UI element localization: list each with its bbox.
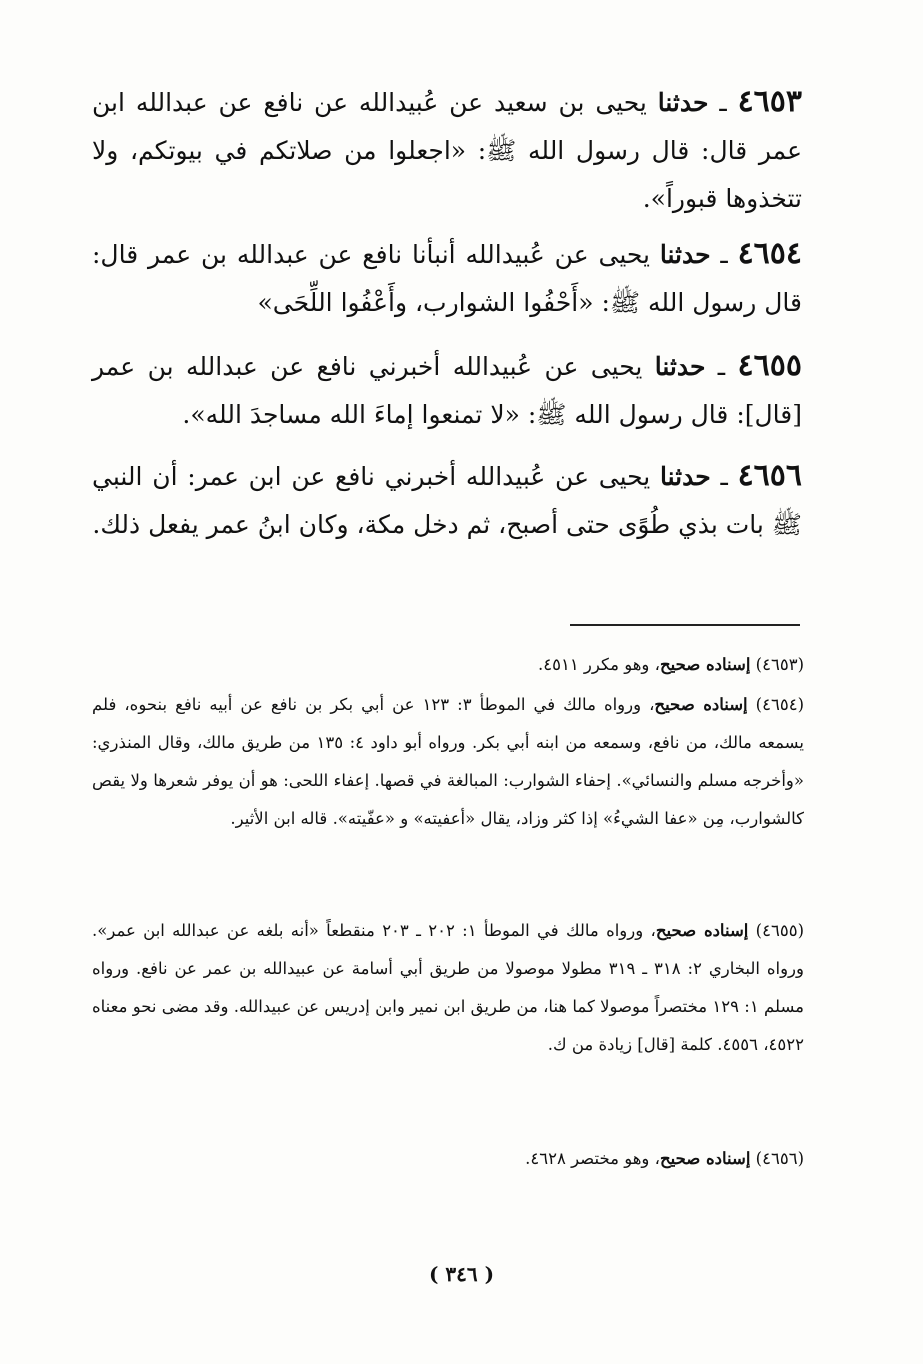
- hadith-number: ٤٦٥٥: [737, 348, 802, 383]
- footnote-text: ، وهو مختصر ٤٦٢٨.: [525, 1149, 660, 1168]
- hadith-text: يحيى عن عُبيدالله أنبأنا نافع عن عبدالله بن عمر قال: قال رسول الله ﷺ: «أَحْفُوا الشوارب، وأَعْفُوا اللِّحَى»: [92, 240, 802, 317]
- hadith-text: يحيى بن سعيد عن عُبيدالله عن نافع عن عبدالله ابن عمر قال: قال رسول الله ﷺ: «اجعلوا من صلاتكم في بيوتكم، ولا تتخذوها قبوراً».: [92, 88, 802, 213]
- hadith-4653: [92, 78, 802, 223]
- footnote-4656: [92, 1140, 804, 1178]
- hadith-head: حدثنا: [659, 240, 711, 269]
- hadith-head: حدثنا: [660, 462, 711, 491]
- hadith-4655: [92, 342, 802, 439]
- footnote-text: ، ورواه مالك في الموطأ ٣: ١٢٣ عن أبي بكر بن نافع عن أبيه نافع بنحوه، فلم يسمعه مالك، من نافع، وسمعه من ابنه أبي بكر. ورواه أبو داود ٤: ١٣٥ من طريق مالك، وقال المنذري: «وأخرجه مسلم والنسائي». إحفاء الشوارب: المبالغة في قصها. إعفاء اللحى: هو أن يوفر شعرها ولا يقص كالشوارب، مِن «عفا الشيءُ» إذا كثر وزاد، يقال «أعفيته» و «عفّيته». قاله ابن الأثير.: [92, 695, 804, 828]
- footnote-ref: (٤٦٥٣): [755, 655, 804, 674]
- footnote-text: ، وهو مكرر ٤٥١١.: [537, 655, 660, 674]
- footnote-4655: [92, 912, 804, 1064]
- dash: ـ: [710, 240, 728, 269]
- hadith-number: ٤٦٥٤: [737, 236, 803, 271]
- dash: ـ: [705, 352, 726, 381]
- footnote-grade: إسناده صحيح: [655, 921, 749, 940]
- footnote-4653: [92, 646, 804, 684]
- page-number: ( ٣٤٦ ): [428, 1262, 495, 1286]
- hadith-number: ٤٦٥٦: [737, 458, 803, 493]
- footnote-grade: إسناده صحيح: [654, 695, 748, 714]
- dash: ـ: [710, 462, 728, 491]
- footnote-4654: [92, 686, 804, 838]
- hadith-4656: [92, 452, 802, 549]
- footnote-separator: [570, 624, 800, 626]
- hadith-head: حدثنا: [657, 88, 709, 117]
- footnote-text: ، ورواه مالك في الموطأ ١: ٢٠٢ ـ ٢٠٣ منقطعاً «أنه بلغه عن عبدالله ابن عمر». ورواه البخاري ٢: ٣١٨ ـ ٣١٩ مطولا موصولا من طريق أبي أسامة عن عبيدالله بن عمر عن نافع. ورواه مسلم ١: ١٢٩ مختصراً موصولا كما هنا، من طريق ابن نمير وابن إدريس عن عبيدالله. وقد مضى نحو معناه ٤٥٢٢، ٤٥٥٦. كلمة [قال] زيادة من ك.: [92, 921, 805, 1054]
- footnote-grade: إسناده صحيح: [659, 655, 751, 674]
- footnote-ref: (٤٦٥٦): [755, 1149, 804, 1168]
- hadith-head: حدثنا: [654, 352, 706, 381]
- footnote-ref: (٤٦٥٥): [755, 921, 804, 940]
- hadith-text: يحيى عن عُبيدالله أخبرني نافع عن عبدالله بن عمر [قال]: قال رسول الله ﷺ: «لا تمنعوا إماءَ الله مساجدَ الله».: [92, 352, 802, 429]
- footnote-grade: إسناده صحيح: [659, 1149, 751, 1168]
- footnote-ref: (٤٦٥٤): [755, 695, 804, 714]
- hadith-number: ٤٦٥٣: [737, 84, 803, 119]
- hadith-text: يحيى عن عُبيدالله أخبرني نافع عن ابن عمر: أن النبي ﷺ بات بذي طُوًى حتى أصبح، ثم دخل مكة، وكان ابنُ عمر يفعل ذلك.: [92, 462, 802, 539]
- dash: ـ: [708, 88, 727, 117]
- hadith-4654: [92, 230, 802, 327]
